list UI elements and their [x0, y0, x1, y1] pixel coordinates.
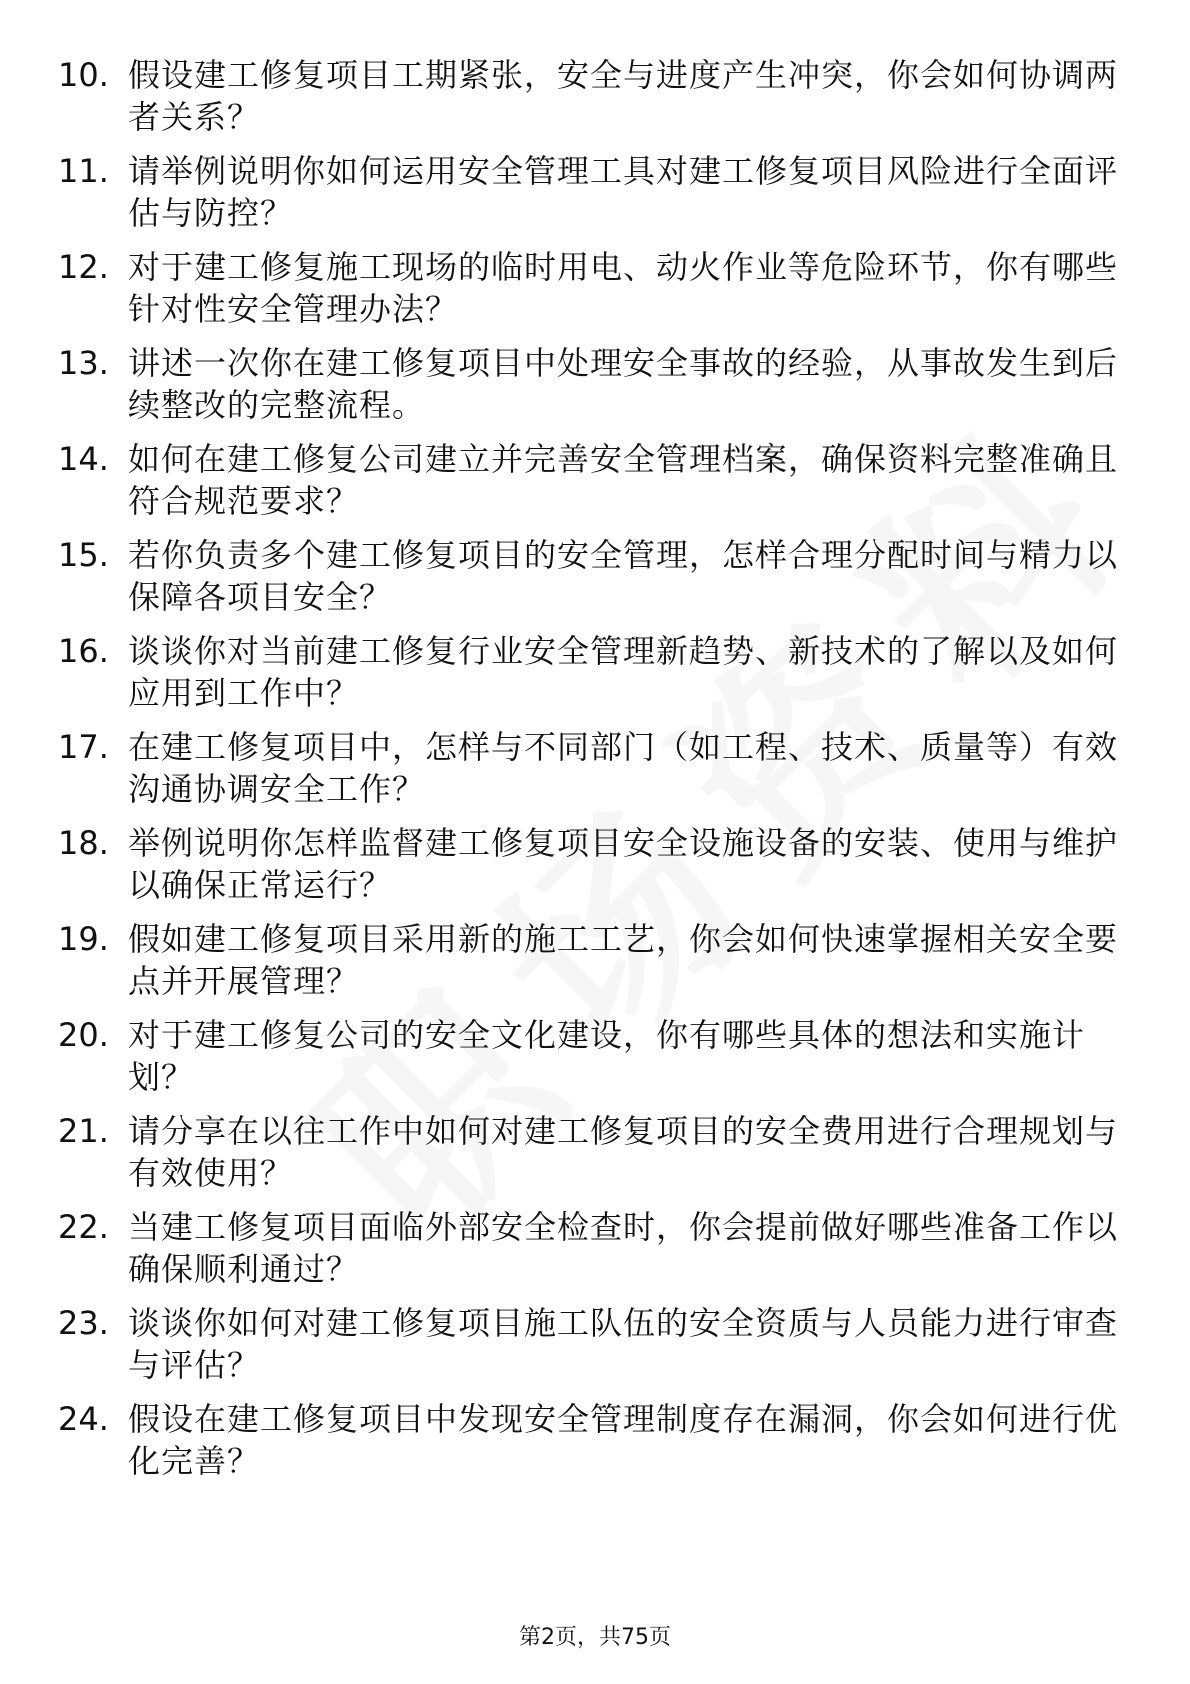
question-number: 12. [58, 248, 109, 286]
question-number: 22. [58, 1208, 109, 1246]
question-number: 24. [58, 1400, 109, 1438]
question-text: 对于建工修复公司的安全文化建设，你有哪些具体的想法和实施计划？ [128, 1016, 1086, 1096]
question-item [58, 1014, 1118, 1110]
question-item [58, 918, 1118, 1014]
question-number: 18. [58, 824, 109, 862]
question-text: 假设在建工修复项目中发现安全管理制度存在漏洞，你会如何进行优化完善？ [128, 1400, 1119, 1480]
question-text: 谈谈你对当前建工修复行业安全管理新趋势、新技术的了解以及如何应用到工作中？ [128, 632, 1119, 712]
question-item [58, 246, 1118, 342]
page-footer [0, 1620, 1190, 1651]
question-number: 10. [58, 56, 109, 94]
question-text: 谈谈你如何对建工修复项目施工队伍的安全资质与人员能力进行审查与评估？ [128, 1304, 1119, 1384]
question-number: 11. [58, 152, 109, 190]
question-number: 20. [58, 1016, 109, 1054]
question-item [58, 150, 1118, 246]
question-number: 23. [58, 1304, 109, 1342]
question-item [58, 1302, 1118, 1398]
question-text: 假如建工修复项目采用新的施工工艺，你会如何快速掌握相关安全要点并开展管理？ [128, 920, 1119, 1000]
question-text: 在建工修复项目中，怎样与不同部门（如工程、技术、质量等）有效沟通协调安全工作？ [128, 728, 1119, 808]
question-text: 假设建工修复项目工期紧张，安全与进度产生冲突，你会如何协调两者关系？ [128, 56, 1119, 136]
question-number: 13. [58, 344, 109, 382]
question-item [58, 54, 1118, 150]
question-text: 当建工修复项目面临外部安全检查时，你会提前做好哪些准备工作以确保顺利通过？ [128, 1208, 1119, 1288]
question-text: 若你负责多个建工修复项目的安全管理，怎样合理分配时间与精力以保障各项目安全？ [128, 536, 1119, 616]
question-number: 15. [58, 536, 109, 574]
question-item [58, 822, 1118, 918]
question-number: 19. [58, 920, 109, 958]
question-text: 举例说明你怎样监督建工修复项目安全设施设备的安装、使用与维护以确保正常运行？ [128, 824, 1119, 904]
question-item [58, 1110, 1118, 1206]
question-number: 17. [58, 728, 109, 766]
question-list [58, 54, 1118, 1494]
question-item [58, 726, 1118, 822]
question-text: 请分享在以往工作中如何对建工修复项目的安全费用进行合理规划与有效使用？ [128, 1112, 1119, 1192]
question-item [58, 1398, 1118, 1494]
question-text: 请举例说明你如何运用安全管理工具对建工修复项目风险进行全面评估与防控？ [128, 152, 1119, 232]
question-number: 21. [58, 1112, 109, 1150]
question-number: 16. [58, 632, 109, 670]
question-item [58, 1206, 1118, 1302]
question-item [58, 438, 1118, 534]
question-text: 对于建工修复施工现场的临时用电、动火作业等危险环节，你有哪些针对性安全管理办法？ [128, 248, 1119, 328]
question-text: 讲述一次你在建工修复项目中处理安全事故的经验，从事故发生到后续整改的完整流程。 [128, 344, 1119, 424]
question-item [58, 534, 1118, 630]
question-text: 如何在建工修复公司建立并完善安全管理档案，确保资料完整准确且符合规范要求？ [128, 440, 1119, 520]
question-item [58, 630, 1118, 726]
question-number: 14. [58, 440, 109, 478]
page-number-label: 第2页，共75页 [519, 1625, 671, 1650]
question-item [58, 342, 1118, 438]
